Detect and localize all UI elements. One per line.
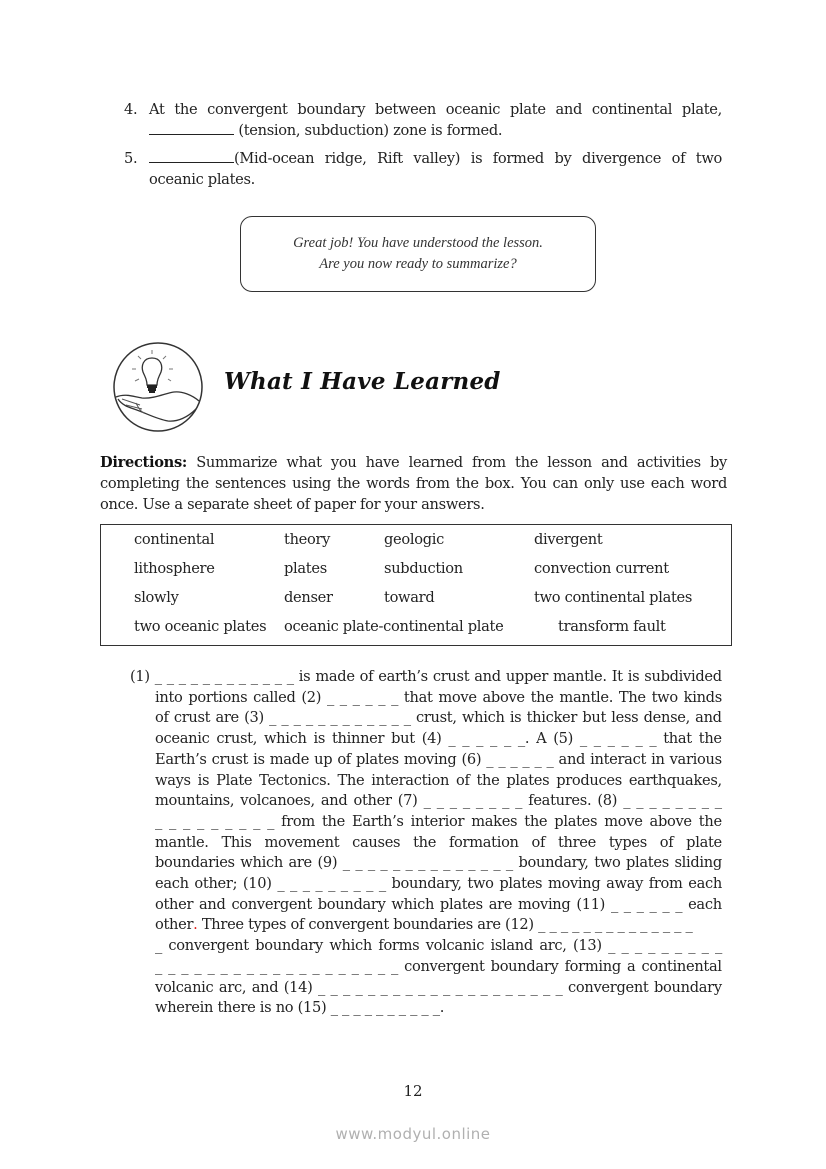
- word-bank-item: convection current: [534, 560, 669, 577]
- paragraph-line: volcanic arc, and (14) _ _ _ _ _ _ _ _ _ _ _ _ _ _ _ _ _ _ _ _ convergent boundary: [155, 978, 722, 996]
- encouragement-callout: [240, 216, 596, 292]
- watermark: www.modyul.online: [335, 1125, 491, 1143]
- paragraph-line: mantle. This movement causes the formation of three types of plate: [155, 833, 722, 851]
- directions-text: Summarize what you have learned from the lesson and activities by completing the sentences using the words from the box. You can only use each word once. Use a separate sheet of paper for your answers.: [100, 454, 727, 513]
- paragraph-line: _ convergent boundary which forms volcanic island arc, (13) _ _ _ _ _ _ _ _ _: [155, 937, 722, 955]
- paragraph-line: wherein there is no (15) _ _ _ _ _ _ _ _ _ _.: [155, 999, 445, 1017]
- question-number: 5.: [124, 150, 138, 167]
- paragraph-line: _ _ _ _ _ _ _ _ _ _ _ _ _ _ _ _ _ _ _ convergent boundary forming a continental: [155, 957, 722, 975]
- summary-paragraph: [130, 667, 722, 1019]
- paragraph-line: (1) _ _ _ _ _ _ _ _ _ _ _ _ is made of earth’s crust and upper mantle. It is subdivided: [130, 668, 722, 685]
- word-bank-item: slowly: [134, 589, 179, 606]
- question-text: At the convergent boundary between oceanic plate and continental plate,: [149, 101, 722, 118]
- paragraph-line: ways is Plate Tectonics. The interaction of the plates produces earthquakes,: [155, 771, 722, 789]
- word-bank-item: plates: [284, 560, 327, 577]
- paragraph-word: other: [155, 916, 194, 934]
- red-period: .: [193, 916, 198, 934]
- paragraph-text: Three types of convergent boundaries are (12) _ _ _ _ _ _ _ _ _ _ _ _ _ _: [201, 916, 693, 934]
- section-title: What I Have Learned: [224, 368, 501, 395]
- word-bank-item: divergent: [534, 531, 603, 548]
- question-5: [124, 148, 722, 190]
- paragraph-line: mountains, volcanoes, and other (7) _ _ _ _ _ _ _ _ features. (8) _ _ _ _ _ _ _ _: [155, 792, 722, 810]
- answer-blank: [149, 120, 234, 135]
- answer-blank: [149, 148, 234, 163]
- word-bank-item: two oceanic plates: [134, 618, 267, 635]
- directions-label: Directions:: [100, 454, 187, 471]
- directions: [100, 452, 727, 515]
- word-bank-item: lithosphere: [134, 560, 215, 577]
- word-bank-item: toward: [384, 589, 435, 606]
- paragraph-line: Earth’s crust is made up of plates moving (6) _ _ _ _ _ _ and interact in various: [155, 750, 722, 768]
- word-bank-item: transform fault: [558, 618, 666, 635]
- question-number: 4.: [124, 101, 138, 118]
- word-bank-item: subduction: [384, 560, 463, 577]
- callout-line-1: Great job! You have understood the lesson.: [293, 235, 543, 251]
- paragraph-line: oceanic crust, which is thinner but (4) _ _ _ _ _ _. A (5) _ _ _ _ _ _ that the: [155, 730, 722, 748]
- question-text: (tension, subduction) zone is formed.: [234, 122, 503, 139]
- paragraph-line: [130, 915, 722, 936]
- paragraph-line: of crust are (3) _ _ _ _ _ _ _ _ _ _ _ _ crust, which is thicker but less dense, and: [155, 709, 722, 727]
- paragraph-line: other and convergent boundary which plates are moving (11) _ _ _ _ _ _ each: [155, 895, 722, 913]
- paragraph-line: _ _ _ _ _ _ _ _ _ from the Earth’s interior makes the plates move above the: [155, 812, 722, 830]
- word-bank-item: denser: [284, 589, 333, 606]
- question-text: oceanic plates.: [149, 171, 256, 188]
- question-text: (Mid-ocean ridge, Rift valley) is formed by divergence of two: [234, 150, 722, 167]
- lightbulb-in-hand-icon: [112, 341, 204, 433]
- word-bank-item: oceanic plate-continental plate: [284, 618, 504, 635]
- question-4: [124, 99, 722, 141]
- word-bank-item: two continental plates: [534, 589, 693, 606]
- paragraph-line: into portions called (2) _ _ _ _ _ _ that move above the mantle. The two kinds: [155, 688, 722, 706]
- paragraph-line: each other; (10) _ _ _ _ _ _ _ _ _ boundary, two plates moving away from each: [155, 875, 722, 893]
- word-bank-item: theory: [284, 531, 331, 548]
- word-bank: [100, 524, 732, 646]
- word-bank-item: continental: [134, 531, 215, 548]
- word-bank-item: geologic: [384, 531, 445, 548]
- callout-line-2: Are you now ready to summarize?: [319, 256, 517, 272]
- page-number: 12: [403, 1082, 423, 1100]
- paragraph-line: boundaries which are (9) _ _ _ _ _ _ _ _ _ _ _ _ _ _ boundary, two plates sliding: [155, 854, 722, 872]
